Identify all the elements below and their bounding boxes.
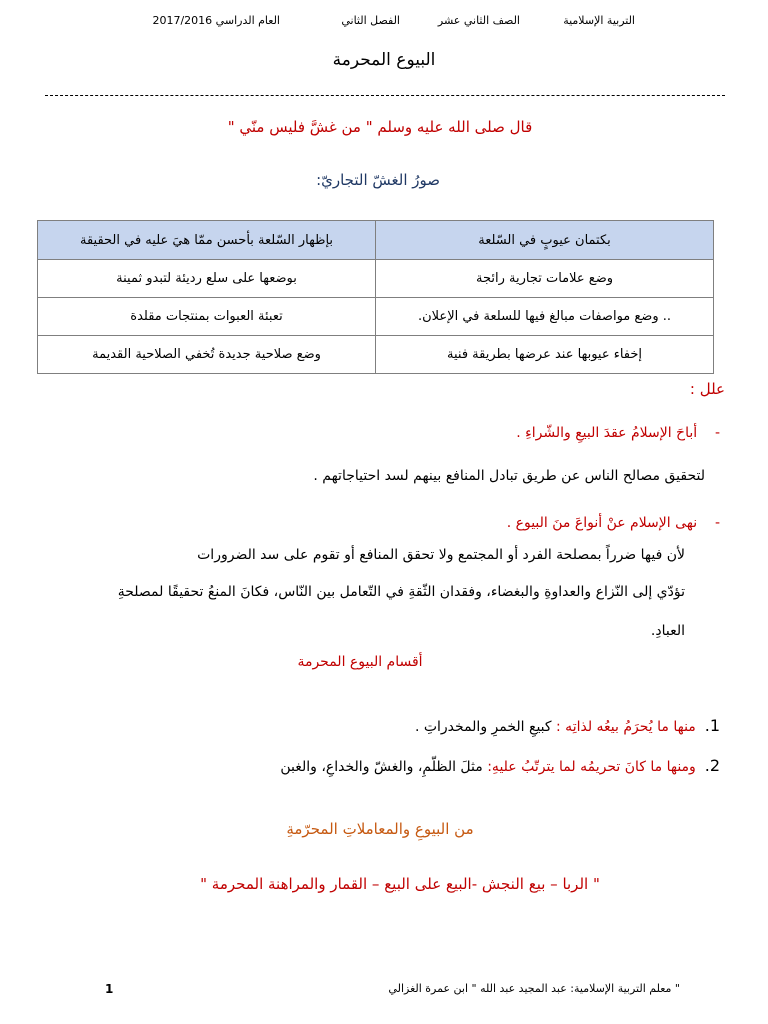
- prohibited-title: من البيوعِ والمعاملاتِ المحرّمةِ: [286, 820, 474, 838]
- reason1-answer: لتحقيق مصالح الناس عن طريق تبادل المنافع بينهم لسد احتياجاتهم .: [313, 468, 705, 484]
- table-cell: تعبئة العبوات بمنتجات مقلدة: [38, 298, 376, 336]
- page-title: البيوع المحرمة: [332, 50, 436, 70]
- page-number: 1: [105, 982, 114, 996]
- table-row: [38, 336, 714, 374]
- why-label: علل :: [689, 380, 725, 398]
- table-row: [38, 260, 714, 298]
- prohibited-list: " الربا – بيع النجش -البيع على البيع – القمار والمراهنة المحرمة ": [200, 875, 600, 893]
- reason1-text: أباحَ الإسلامُ عقدَ البيعِ والشّراءِ .: [516, 425, 698, 441]
- item-lead: منها ما يُحرَمُ بيعُه لذاتِه :: [556, 719, 696, 735]
- header-grade: الصف الثاني عشر: [437, 14, 520, 27]
- reason2-bullet: [300, 515, 720, 531]
- table-cell: بوضعها على سلع رديئة لتبدو ثمينة: [38, 260, 376, 298]
- forms-title: صورُ الغشّ التجاريّ:: [316, 171, 440, 189]
- sections-title: أقسام البيوع المحرمة: [297, 654, 423, 670]
- reason1-bullet: [300, 425, 720, 441]
- table-row: [38, 298, 714, 336]
- reason2-answer-line3: العبادِ.: [650, 623, 685, 639]
- table-header: بإظهار السّلعة بأحسن ممّا هيَ عليه في الحقيقة: [38, 221, 376, 260]
- header-year: العام الدراسي 2017/2016: [152, 14, 280, 27]
- item-number: 2.: [704, 756, 720, 775]
- hadith-quote: قال صلى الله عليه وسلم " من غشَّ فليس منّي ": [227, 118, 533, 136]
- reason2-answer-line2: تؤدّي إلى النّزاع والعداوةِ والبغضاء، وفقدان الثّقةِ في التّعامل بين النّاس، فكانَ المنعُ تحقيقًا لمصلحةِ: [117, 584, 685, 600]
- reason2-text: نهى الإسلام عنْ أنواعَ منَ البيوع .: [506, 515, 698, 531]
- fraud-forms-table: [37, 220, 714, 374]
- table-cell: .. وضع مواصفات مبالغ فيها للسلعة في الإعلان.: [376, 298, 714, 336]
- dashed-divider: [45, 95, 725, 96]
- table-header: بكتمان عيوبٍ في السّلعة: [376, 221, 714, 260]
- table-cell: إخفاء عيوبها عند عرضها بطريقة فنية: [376, 336, 714, 374]
- item-number: 1.: [704, 716, 720, 735]
- item-rest: كبيعِ الخمرِ والمخدراتِ .: [414, 719, 557, 735]
- header-term: الفصل الثاني: [341, 14, 400, 27]
- table-cell: وضع صلاحية جديدة تُخفي الصلاحية القديمة: [38, 336, 376, 374]
- teacher-credit: " معلم التربية الإسلامية: عبد المجيد عبد الله " ابن عمرة الغزالي: [388, 982, 680, 995]
- dash-marker: -: [697, 515, 720, 531]
- item-rest: مثلَ الظلّمِ، والغشّ والخداعِ، والغبن: [280, 759, 488, 775]
- reason2-answer-line1: لأن فيها ضرراً بمصلحة الفرد أو المجتمع ولا تحقق المنافع أو تقوم على سد الضرورات: [197, 547, 685, 563]
- header-subject: التربية الإسلامية: [563, 14, 635, 27]
- list-item: [300, 716, 720, 735]
- dash-marker: -: [697, 425, 720, 441]
- item-lead: ومنها ما كانَ تحريمُه لما يترتّبُ عليهِ:: [487, 759, 696, 775]
- table-header-row: [38, 221, 714, 260]
- table-cell: وضع علامات تجارية رائجة: [376, 260, 714, 298]
- list-item: [240, 756, 720, 775]
